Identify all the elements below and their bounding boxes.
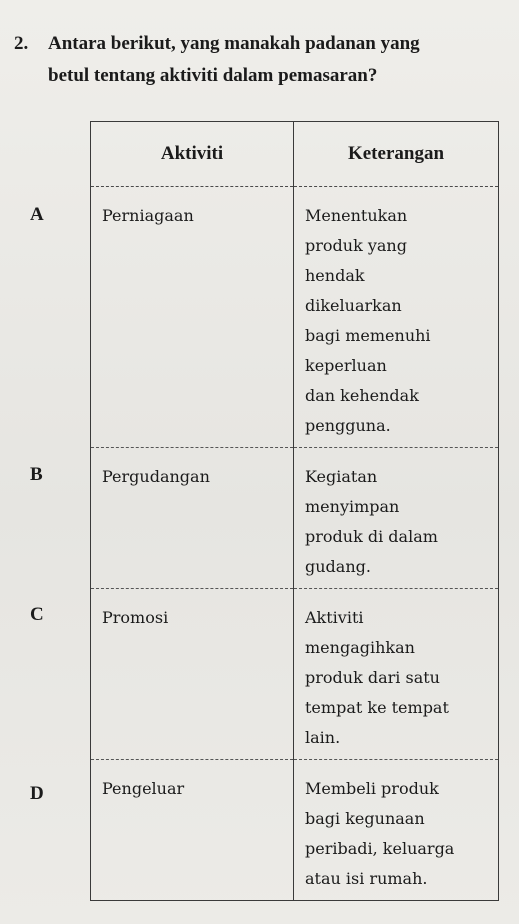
option-letter-b: B (30, 464, 43, 485)
question-text: Antara berikut, yang manakah padanan yang betul tentang aktiviti dalam pemasaran? (48, 33, 420, 86)
description-cell (294, 187, 499, 448)
table-header-row (91, 122, 499, 187)
header-activity: Aktiviti (91, 122, 294, 187)
table-row-c (91, 589, 499, 760)
activity-cell: Promosi (91, 589, 294, 760)
description-cell (294, 760, 499, 901)
activity-cell: Pengeluar (91, 760, 294, 901)
option-letter-c: C (30, 604, 44, 625)
activity-cell: Pergudangan (91, 448, 294, 589)
description-text: Kegiatan menyimpan produk di dalam gudang. (305, 467, 438, 576)
option-letter-d: D (30, 783, 44, 804)
activity-cell: Perniagaan (91, 187, 294, 448)
table-row-d (91, 760, 499, 901)
description-cell (294, 589, 499, 760)
description-text: Aktiviti mengagihkan produk dari satu tempat ke tempat lain. (305, 608, 449, 747)
description-cell (294, 448, 499, 589)
header-description: Keterangan (294, 122, 499, 187)
activity-table (90, 121, 499, 901)
description-text: Membeli produk bagi kegunaan peribadi, keluarga atau isi rumah. (305, 779, 455, 888)
description-text: Menentukan produk yang hendak dikeluarkan bagi memenuhi keperluan dan kehendak pengguna. (305, 206, 431, 435)
question-number: 2. (14, 33, 29, 54)
table-row-a (91, 187, 499, 448)
option-letter-a: A (30, 204, 44, 225)
table-row-b (91, 448, 499, 589)
